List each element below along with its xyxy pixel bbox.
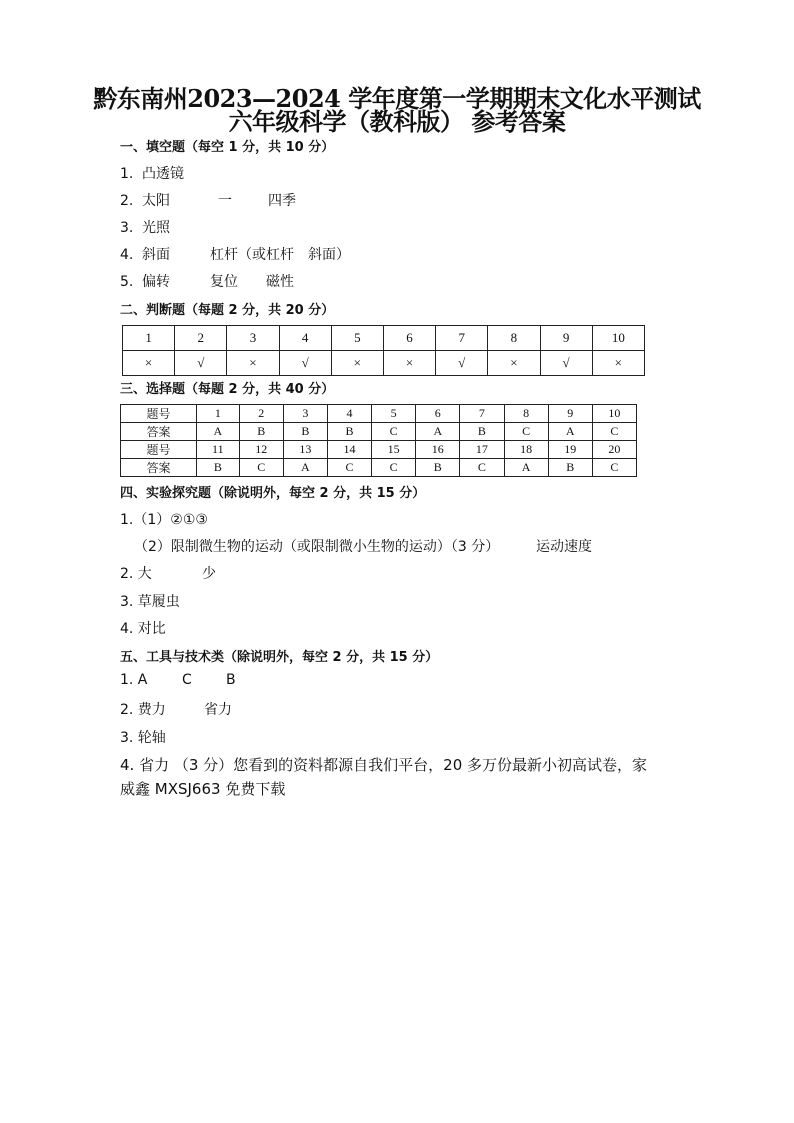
table-cell: C	[372, 423, 416, 441]
table-cell: C	[592, 459, 636, 477]
judge-answer-table	[122, 325, 645, 376]
choice-answer-table	[120, 404, 637, 477]
table-cell: C	[592, 423, 636, 441]
table-cell: 1	[197, 405, 240, 423]
table-cell: 18	[504, 441, 548, 459]
table-cell: 2	[175, 326, 227, 351]
table-cell: 7	[460, 405, 504, 423]
table-cell: √	[436, 351, 488, 376]
table-cell: 9	[540, 326, 592, 351]
table-cell: 8	[504, 405, 548, 423]
fill-item-4: 4. 斜面 杠杆（或杠杆 斜面）	[120, 247, 350, 263]
table-cell: 6	[383, 326, 435, 351]
table-cell: 9	[548, 405, 592, 423]
table-cell: B	[283, 423, 327, 441]
table-cell: B	[416, 459, 460, 477]
section3-heading: 三、选择题（每题 2 分，共 40 分）	[120, 382, 335, 397]
table-cell: 11	[197, 441, 240, 459]
table-row	[121, 405, 637, 423]
table-cell: B	[548, 459, 592, 477]
table-cell: 6	[416, 405, 460, 423]
table-row	[121, 459, 637, 477]
table-cell: √	[540, 351, 592, 376]
table-row	[121, 423, 637, 441]
table-cell: C	[239, 459, 283, 477]
table-cell: B	[239, 423, 283, 441]
table-cell: C	[460, 459, 504, 477]
table-cell: 题号	[121, 441, 197, 459]
fill-item-1: 1. 凸透镜	[120, 166, 184, 182]
table-cell: 13	[283, 441, 327, 459]
exp-item-4: 4. 对比	[120, 621, 166, 637]
table-cell: 7	[436, 326, 488, 351]
exp-item-2: 2. 大 少	[120, 566, 216, 582]
tool-item-4-line2: 威鑫 MXSJ663 免费下载	[120, 780, 286, 798]
fill-item-5: 5. 偏转 复位 磁性	[120, 274, 294, 290]
table-cell: A	[504, 459, 548, 477]
table-cell: A	[548, 423, 592, 441]
table-cell: 17	[460, 441, 504, 459]
table-cell: 10	[592, 405, 636, 423]
table-cell: 5	[372, 405, 416, 423]
table-cell: 答案	[121, 459, 197, 477]
table-cell: B	[460, 423, 504, 441]
table-cell: 5	[331, 326, 383, 351]
table-cell: C	[504, 423, 548, 441]
table-cell: ×	[227, 351, 279, 376]
tool-item-4-line1: 4. 省力 （3 分）您看到的资料都源自我们平台，20 多万份最新小初高试卷，家	[120, 756, 648, 774]
table-row	[123, 351, 645, 376]
table-cell: 4	[327, 405, 371, 423]
table-row	[123, 326, 645, 351]
table-cell: A	[197, 423, 240, 441]
section2-heading: 二、判断题（每题 2 分，共 20 分）	[120, 303, 335, 318]
tool-item-3: 3. 轮轴	[120, 730, 166, 746]
table-cell: ×	[123, 351, 175, 376]
table-cell: 15	[372, 441, 416, 459]
fill-item-2: 2. 太阳 一 四季	[120, 193, 296, 209]
exp-item-1b: （2）限制微生物的运动（或限制微小生物的运动）（3 分） 运动速度	[134, 539, 592, 555]
table-cell: A	[283, 459, 327, 477]
table-cell: √	[279, 351, 331, 376]
section1-heading: 一、填空题（每空 1 分，共 10 分）	[120, 140, 335, 155]
table-cell: 10	[592, 326, 644, 351]
table-cell: 16	[416, 441, 460, 459]
table-cell: ×	[488, 351, 540, 376]
table-cell: ×	[383, 351, 435, 376]
table-cell: √	[175, 351, 227, 376]
tool-item-1: 1. A C B	[120, 672, 236, 688]
table-cell: C	[327, 459, 371, 477]
table-cell: 4	[279, 326, 331, 351]
exp-item-1a: 1.（1）②①③	[120, 512, 208, 528]
table-cell: 1	[123, 326, 175, 351]
table-cell: 答案	[121, 423, 197, 441]
doc-title-line2: 六年级科学（教科版） 参考答案	[228, 107, 566, 136]
fill-item-3: 3. 光照	[120, 220, 170, 236]
exp-item-3: 3. 草履虫	[120, 594, 180, 610]
table-cell: 19	[548, 441, 592, 459]
table-cell: 14	[327, 441, 371, 459]
table-cell: 20	[592, 441, 636, 459]
table-cell: 3	[283, 405, 327, 423]
table-cell: B	[197, 459, 240, 477]
section4-heading: 四、实验探究题（除说明外，每空 2 分，共 15 分）	[120, 486, 426, 501]
table-cell: 2	[239, 405, 283, 423]
table-cell: A	[416, 423, 460, 441]
table-cell: ×	[592, 351, 644, 376]
doc-title-line1: 黔东南州2023—2024 学年度第一学期期末文化水平测试	[93, 84, 701, 113]
table-cell: C	[372, 459, 416, 477]
table-cell: ×	[331, 351, 383, 376]
table-cell: B	[327, 423, 371, 441]
table-cell: 3	[227, 326, 279, 351]
table-row	[121, 441, 637, 459]
tool-item-2: 2. 费力 省力	[120, 702, 232, 718]
table-cell: 12	[239, 441, 283, 459]
table-cell: 8	[488, 326, 540, 351]
section5-heading: 五、工具与技术类（除说明外，每空 2 分，共 15 分）	[120, 650, 439, 665]
table-cell: 题号	[121, 405, 197, 423]
